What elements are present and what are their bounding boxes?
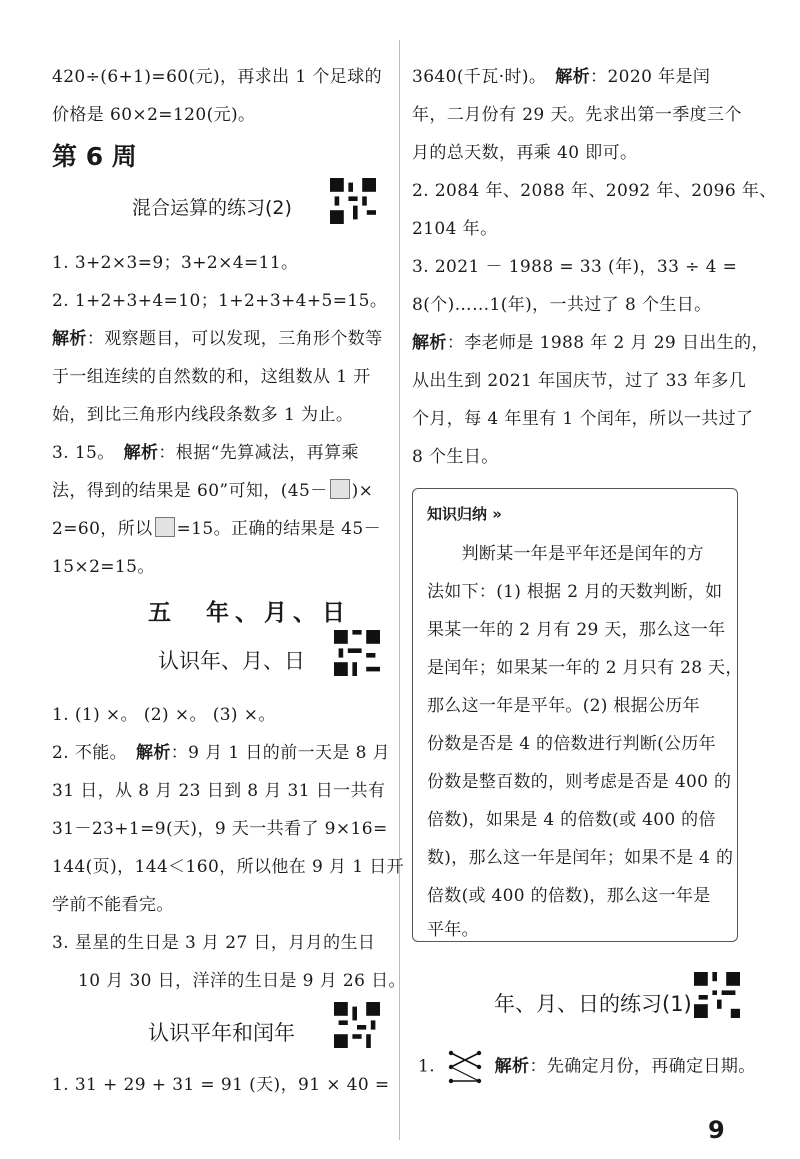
qr-code-icon[interactable] bbox=[694, 972, 740, 1018]
summary-line: 法如下：(1) 根据 2 月的天数判断，如 bbox=[427, 582, 723, 602]
summary-line: 判断某一年是平年还是闰年的方 bbox=[427, 544, 704, 564]
text-line: 31 日，从 8 月 23 日到 8 月 31 日一共有 bbox=[52, 781, 386, 801]
analysis-text: ：2020 年是闰 bbox=[590, 67, 711, 87]
text-line: 8 个生日。 bbox=[412, 447, 499, 467]
section-title-mixed-ops: 混合运算的练习(2) bbox=[132, 197, 292, 219]
answer-3: 3. 2021 － 1988 = 33 (年)，33 ÷ 4 = bbox=[412, 257, 738, 277]
answer-1 bbox=[418, 1047, 756, 1087]
blank-square-icon bbox=[330, 479, 350, 499]
text-line: 420÷(6+1)=60(元)，再求出 1 个足球的 bbox=[52, 67, 382, 87]
summary-line: 平年。 bbox=[427, 920, 479, 940]
text-line: 8(个)……1(年)，一共过了 8 个生日。 bbox=[412, 295, 712, 315]
text-line: 2104 年。 bbox=[412, 219, 498, 239]
answer-3 bbox=[52, 438, 359, 463]
section-title-leap-years: 认识平年和闰年 bbox=[148, 1021, 295, 1045]
qr-code-icon[interactable] bbox=[334, 630, 380, 676]
answer-2: 2. 1+2+3+4=10；1+2+3+4+5=15。 bbox=[52, 291, 388, 311]
text-line: 于一组连续的自然数的和，这组数从 1 开 bbox=[52, 367, 371, 387]
analysis-text: ：9 月 1 日的前一天是 8 月 bbox=[170, 743, 391, 763]
analysis-text: ：先确定月份，再确定日期。 bbox=[529, 1056, 756, 1077]
analysis-label: 解析 bbox=[135, 743, 171, 763]
analysis-text: ：根据“先算减法，再算乘 bbox=[158, 443, 359, 463]
answer-text: 3. 15。 bbox=[52, 443, 107, 463]
summary-line: 果某一年的 2 月有 29 天，那么这一年 bbox=[427, 620, 726, 640]
answer-1: 1. 3+2×3=9；3+2×4=11。 bbox=[52, 253, 299, 273]
text-line: 月的总天数，再乘 40 即可。 bbox=[412, 143, 638, 163]
answer-3: 3. 星星的生日是 3 月 27 日，月月的生日 bbox=[52, 933, 376, 953]
text-line: 个月，每 4 年里有 1 个闰年，所以一共过了 bbox=[412, 409, 754, 429]
analysis-label: 解析 bbox=[52, 329, 87, 349]
analysis-text: ：李老师是 1988 年 2 月 29 日出生的， bbox=[446, 333, 769, 353]
answer-1: 1. (1) ×。 (2) ×。 (3) ×。 bbox=[52, 705, 276, 725]
text-line: 从出生到 2021 年国庆节，过了 33 年多几 bbox=[412, 371, 747, 391]
knowledge-summary-title: 知识归纳 » bbox=[427, 505, 502, 523]
text-line bbox=[52, 476, 373, 501]
section-title-know-ymd: 认识年、月、日 bbox=[158, 649, 305, 673]
summary-line: 份数是否是 4 的倍数进行判断(公历年 bbox=[427, 734, 716, 754]
summary-line: 数)，那么这一年是闰年；如果不是 4 的 bbox=[427, 848, 734, 868]
text-part: =15。正确的结果是 45－ bbox=[176, 519, 382, 539]
summary-line: 是闰年；如果某一年的 2 月只有 28 天， bbox=[427, 658, 743, 678]
text-line bbox=[412, 62, 710, 87]
analysis-line bbox=[412, 328, 769, 353]
section-title-ymd-practice: 年、月、日的练习(1) bbox=[494, 992, 692, 1016]
answer-2: 2. 2084 年、2088 年、2092 年、2096 年、 bbox=[412, 181, 777, 201]
blank-square-icon bbox=[155, 517, 175, 537]
summary-line: 那么这一年是平年。(2) 根据公历年 bbox=[427, 696, 700, 716]
answer-number: 1. bbox=[418, 1056, 436, 1077]
week-title: 第 6 周 bbox=[52, 142, 137, 171]
analysis-text: ：观察题目，可以发现，三角形个数等 bbox=[86, 329, 383, 349]
text-part: )× bbox=[351, 481, 374, 501]
qr-code-icon[interactable] bbox=[330, 178, 376, 224]
text-part: 2=60，所以 bbox=[52, 519, 153, 539]
analysis-label: 解析 bbox=[494, 1056, 530, 1077]
text-line: 31－23+1=9(天)，9 天一共看了 9×16= bbox=[52, 819, 388, 839]
analysis-label: 解析 bbox=[123, 443, 159, 463]
analysis-label: 解析 bbox=[412, 333, 447, 353]
analysis-line bbox=[52, 324, 383, 349]
text-line: 价格是 60×2=120(元)。 bbox=[52, 105, 256, 125]
text-part: 3640(千瓦·时)。 bbox=[412, 67, 538, 87]
analysis-label: 解析 bbox=[555, 67, 591, 87]
qr-code-icon[interactable] bbox=[334, 1002, 380, 1048]
text-line: 学前不能看完。 bbox=[52, 895, 174, 915]
text-line: 10 月 30 日，洋洋的生日是 9 月 26 日。 bbox=[78, 971, 406, 991]
matching-lines-icon bbox=[447, 1047, 483, 1087]
text-line: 15×2=15。 bbox=[52, 557, 155, 577]
answer-2 bbox=[52, 738, 390, 763]
summary-line: 份数是整百数的，则考虑是否是 400 的 bbox=[427, 772, 732, 792]
text-part: 法，得到的结果是 60”可知，(45－ bbox=[52, 481, 328, 501]
summary-line: 倍数)，如果是 4 的倍数(或 400 的倍 bbox=[427, 810, 716, 830]
unit-title: 五 年、月、日 bbox=[148, 600, 351, 626]
text-line: 144(页)，144＜160，所以他在 9 月 1 日开 bbox=[52, 857, 405, 877]
text-line: 始，到比三角形内线段条数多 1 为止。 bbox=[52, 405, 354, 425]
knowledge-summary-box bbox=[412, 488, 743, 942]
summary-line: 倍数(或 400 的倍数)，那么这一年是 bbox=[427, 886, 711, 906]
text-line bbox=[52, 514, 381, 539]
answer-1: 1. 31 + 29 + 31 = 91 (天)，91 × 40 = bbox=[52, 1075, 390, 1095]
page-number: 9 bbox=[708, 1116, 725, 1144]
answer-text: 2. 不能。 bbox=[52, 743, 119, 763]
text-line: 年，二月份有 29 天。先求出第一季度三个 bbox=[412, 105, 742, 125]
